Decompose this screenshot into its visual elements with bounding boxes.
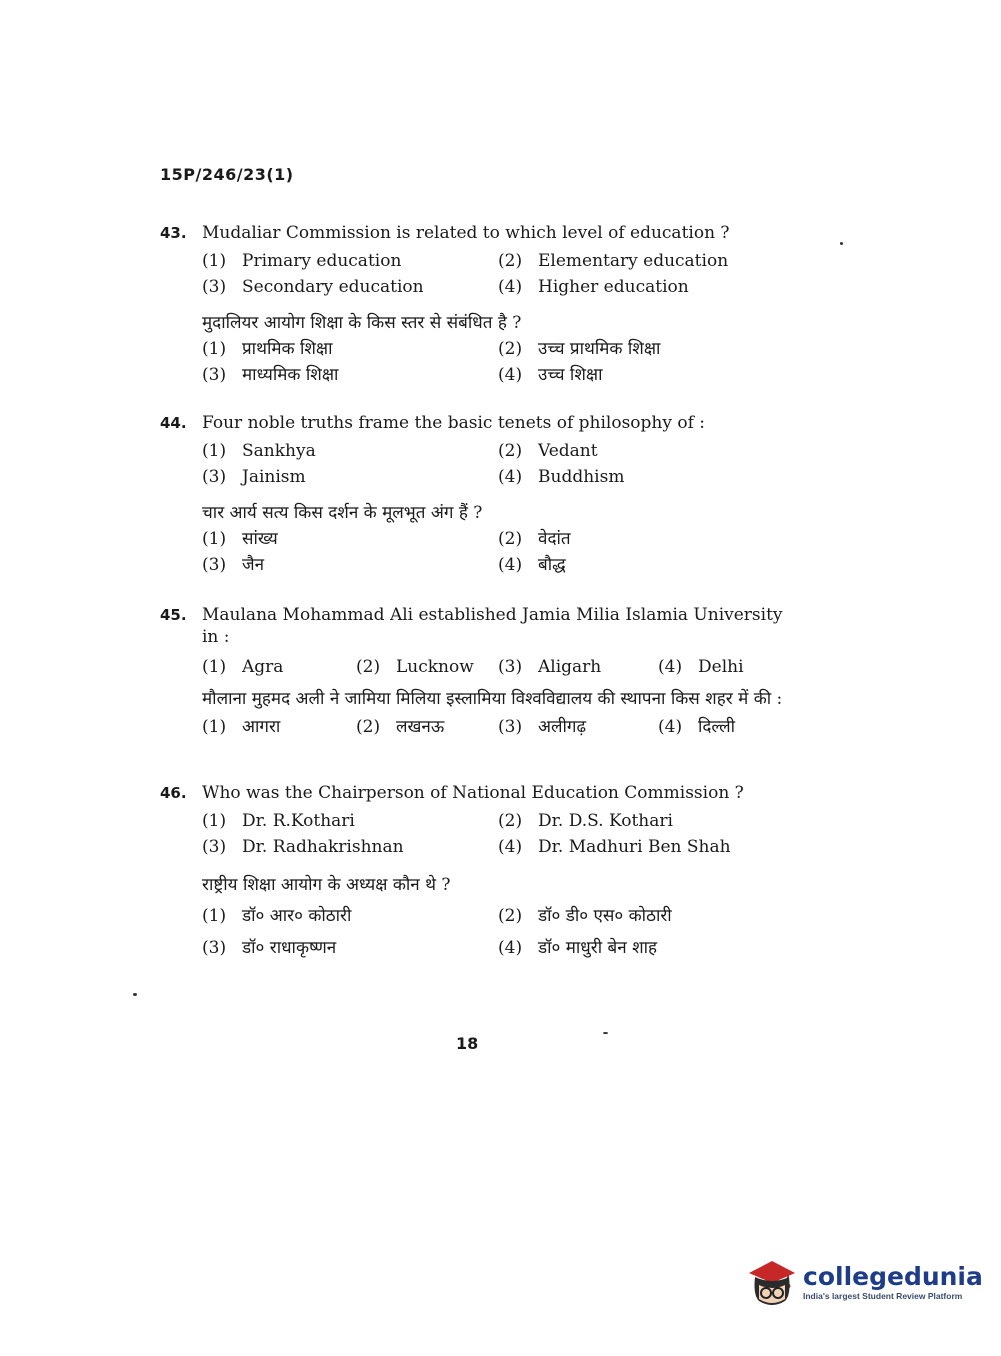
scan-speck: [840, 242, 843, 245]
option-en-3: (3) Jainism: [202, 467, 306, 487]
option-en-1: (1) Dr. R.Kothari: [202, 811, 355, 831]
option-en-2: (2) Dr. D.S. Kothari: [498, 811, 673, 831]
option-en-4: (4) Delhi: [658, 657, 744, 677]
option-en-2: (2) Lucknow: [356, 657, 474, 677]
option-hi-4: (4) डॉ० माधुरी बेन शाह: [498, 938, 658, 958]
option-en-3: (3) Aligarh: [498, 657, 602, 677]
question-number: 46.: [160, 784, 187, 802]
option-hi-3: (3) अलीगढ़: [498, 717, 587, 737]
option-en-4: (4) Buddhism: [498, 467, 625, 487]
option-hi-3: (3) डॉ० राधाकृष्णन: [202, 938, 337, 958]
question-text-hi: राष्ट्रीय शिक्षा आयोग के अध्यक्ष कौन थे ?: [202, 875, 451, 895]
question-43: [160, 222, 800, 388]
option-hi-1: (1) डॉ० आर० कोठारी: [202, 906, 352, 926]
question-text-en: Maulana Mohammad Ali established Jamia Milia Islamia University in :: [202, 605, 783, 647]
question-45: [160, 604, 800, 740]
question-number: 44.: [160, 414, 187, 432]
option-hi-1: (1) आगरा: [202, 717, 281, 737]
option-hi-4: (4) उच्च शिक्षा: [498, 365, 603, 385]
brand-tagline: India's largest Student Review Platform: [803, 1291, 963, 1301]
question-46: [160, 782, 800, 964]
option-en-1: (1) Agra: [202, 657, 284, 677]
brand-name: collegedunia: [803, 1262, 983, 1291]
option-hi-4: (4) बौद्ध: [498, 555, 566, 575]
question-text-hi: मुदालियर आयोग शिक्षा के किस स्तर से संबंधित है ?: [202, 313, 522, 333]
option-en-2: (2) Elementary education: [498, 251, 729, 271]
question-text-en: Four noble truths frame the basic tenets of philosophy of :: [202, 413, 706, 433]
option-en-1: (1) Sankhya: [202, 441, 316, 461]
option-hi-1: (1) सांख्य: [202, 529, 278, 549]
paper-code: 15P/246/23(1): [160, 165, 294, 184]
option-hi-4: (4) दिल्ली: [658, 717, 736, 737]
question-text-en: Mudaliar Commission is related to which level of education ?: [202, 223, 730, 243]
collegedunia-watermark: [745, 1252, 983, 1312]
option-en-3: (3) Dr. Radhakrishnan: [202, 837, 404, 857]
option-hi-2: (2) उच्च प्राथमिक शिक्षा: [498, 339, 661, 359]
option-hi-3: (3) माध्यमिक शिक्षा: [202, 365, 339, 385]
question-text-hi: चार आर्य सत्य किस दर्शन के मूलभूत अंग हैं ?: [202, 503, 483, 523]
mascot-icon: [745, 1255, 799, 1309]
option-en-1: (1) Primary education: [202, 251, 402, 271]
scan-speck: [603, 1032, 608, 1034]
option-hi-3: (3) जैन: [202, 555, 265, 575]
option-hi-1: (1) प्राथमिक शिक्षा: [202, 339, 333, 359]
option-en-3: (3) Secondary education: [202, 277, 424, 297]
option-hi-2: (2) डॉ० डी० एस० कोठारी: [498, 906, 672, 926]
question-number: 43.: [160, 224, 187, 242]
option-en-4: (4) Higher education: [498, 277, 689, 297]
question-44: [160, 412, 800, 578]
option-hi-2: (2) लखनऊ: [356, 717, 445, 737]
option-hi-2: (2) वेदांत: [498, 529, 571, 549]
question-text-en: Who was the Chairperson of National Education Commission ?: [202, 783, 744, 803]
question-number: 45.: [160, 606, 187, 624]
question-text-hi: मौलाना मुहमद अली ने जामिया मिलिया इस्लामिया विश्वविद्यालय की स्थापना किस शहर में की :: [202, 689, 783, 709]
option-en-4: (4) Dr. Madhuri Ben Shah: [498, 837, 731, 857]
page-number: 18: [456, 1034, 479, 1053]
option-en-2: (2) Vedant: [498, 441, 598, 461]
scan-speck: [133, 993, 137, 996]
